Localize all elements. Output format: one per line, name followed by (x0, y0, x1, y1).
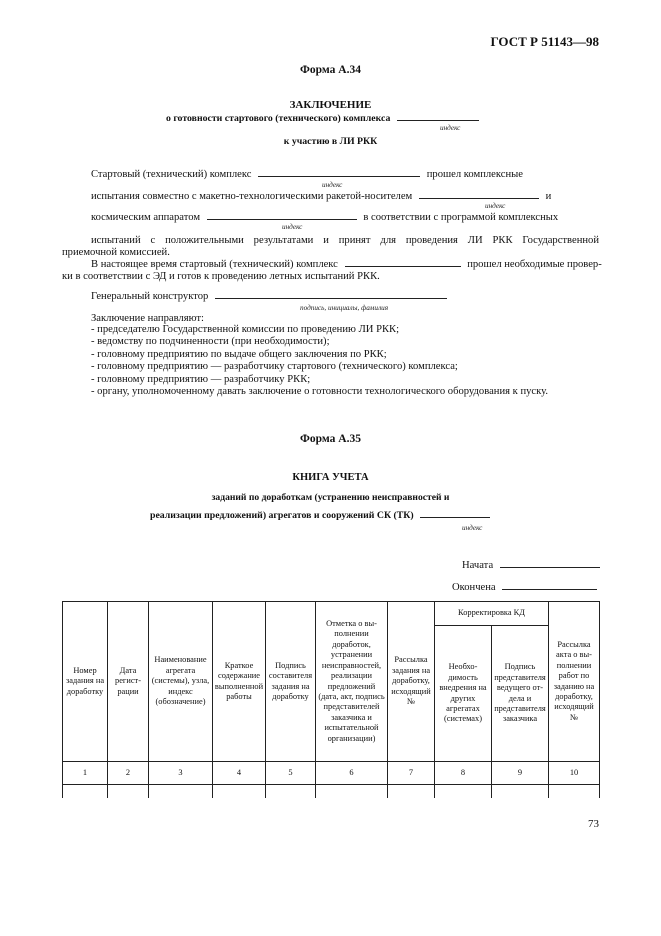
col-header-work-summary: Краткое содержание выполненной работы (213, 602, 266, 762)
signature-caption: подпись, инициалы, фамилия (300, 304, 389, 312)
table-header-row (63, 602, 600, 626)
col-number: 6 (316, 762, 388, 785)
col-header-registration-date: Дата регистрации (108, 602, 149, 762)
book-subtitle-line2: реализации предложений) агрегатов и сооружений СК (ТК) (150, 510, 490, 521)
send-list-item: - головному предприятию по выдаче общего заключения по РКК; (91, 348, 387, 360)
table-empty-row (63, 785, 600, 799)
complex-index-blank2 (345, 266, 461, 267)
conclusion-title: ЗАКЛЮЧЕНИЕ (289, 99, 372, 111)
send-list-item: - головному предприятию — разработчику стартового (технического) комплекса; (91, 361, 458, 373)
chief-designer-line: Генеральный конструктор (91, 290, 447, 303)
p1-line4: испытаний с положительными результатами и принят для проведения ЛИ РКК Государственной (91, 235, 599, 246)
table-cell (492, 785, 549, 799)
table-cell (266, 785, 316, 799)
registry-table (62, 601, 600, 798)
p1-line1: Стартовый (технический) комплекс прошел комплексные (91, 169, 523, 180)
rocket-index-blank (419, 198, 539, 199)
book-title: КНИГА УЧЕТА (292, 472, 369, 483)
signature-blank (215, 298, 447, 299)
col-number: 7 (388, 762, 435, 785)
p2-line1: В настоящее время стартовый (технический) комплекс прошел необходимые провер- (91, 259, 602, 270)
table-cell (149, 785, 213, 799)
table-cell (213, 785, 266, 799)
col-header-task-distribution: Рассылка задания на доработку, исходящий № (388, 602, 435, 762)
p1-line5: приемочной комиссией. (62, 247, 170, 258)
complex-index-blank (258, 176, 420, 177)
index-blank (397, 120, 479, 121)
send-list-item: - органу, уполномоченному давать заключение о готовности технологического оборудования к пуску. (91, 386, 548, 398)
finished-line: Окончена (452, 581, 597, 594)
table-cell (388, 785, 435, 799)
p1-line2: испытания совместно с макетно-технологическими ракетой-носителем и (91, 191, 552, 202)
book-index-blank (420, 517, 490, 518)
table-cell (63, 785, 108, 799)
col-number: 1 (63, 762, 108, 785)
col-number: 8 (435, 762, 492, 785)
started-date-blank (500, 567, 600, 568)
col-header-unit-name: Наименование агрегата (системы), узла, индекс (обозначение) (149, 602, 213, 762)
send-list (91, 324, 611, 398)
col-number: 10 (549, 762, 600, 785)
send-list-item: - председателю Государственной комиссии по проведению ЛИ РКК; (91, 324, 400, 335)
col-header-task-number: Номер задания на доработку (63, 602, 108, 762)
p1-index-caption2: индекс (485, 202, 506, 210)
table-cell (108, 785, 149, 799)
table-cell (549, 785, 600, 799)
table-number-row (63, 762, 600, 785)
send-list-item: - ведомству по подчиненности (при необходимости); (91, 336, 330, 348)
col-number: 2 (108, 762, 149, 785)
book-subtitle-line1: заданий по доработкам (устранению неисправностей и (211, 492, 450, 503)
col-header-kd-correction: Корректировка КД (435, 602, 549, 626)
col-header-representative-signature: Подпись представителя ведущего отдела и представителя заказчика (492, 626, 549, 762)
spacecraft-index-blank (207, 219, 357, 220)
table-cell (435, 785, 492, 799)
page-number: 73 (588, 818, 599, 830)
col-header-act-distribution: Рассылка акта о выполнении работ по заданию на доработку, исходящий № (549, 602, 600, 762)
col-number: 5 (266, 762, 316, 785)
p2-line2: ки в соответствии с ЭД и готов к проведению летных испытаний РКК. (62, 271, 380, 282)
book-index-caption: индекс (462, 524, 483, 532)
send-list-item: - головному предприятию — разработчику РКК; (91, 373, 311, 385)
standard-number: ГОСТ Р 51143—98 (490, 34, 599, 49)
col-number: 3 (149, 762, 213, 785)
p1-index-caption3: индекс (282, 223, 303, 231)
conclusion-subtitle-line1: о готовности стартового (технического) комплекса (166, 113, 479, 124)
conclusion-subtitle-line2: к участию в ЛИ РКК (283, 136, 378, 147)
col-header-completion-mark: Отметка о выполнении доработок, устранении неисправностей, реализации предложений (дата, акт, подпись представителей заказчика и испытательной организации) (316, 602, 388, 762)
p1-index-caption1: индекс (322, 181, 343, 189)
table-cell (316, 785, 388, 799)
finished-date-blank (502, 589, 597, 590)
form-a34-title: Форма А.34 (300, 64, 361, 76)
col-number: 4 (213, 762, 266, 785)
col-number: 9 (492, 762, 549, 785)
send-label: Заключение направляют: (91, 313, 204, 324)
col-header-author-signature: Подпись составителя задания на доработку (266, 602, 316, 762)
form-a35-title: Форма А.35 (300, 433, 361, 445)
started-line: Начата (462, 559, 600, 572)
index-caption: индекс (440, 124, 461, 132)
col-header-implementation-need: Необходимость внедрения на других агрегатах (системах) (435, 626, 492, 762)
p1-line3: космическим аппаратом в соответствии с программой комплексных (91, 212, 559, 223)
